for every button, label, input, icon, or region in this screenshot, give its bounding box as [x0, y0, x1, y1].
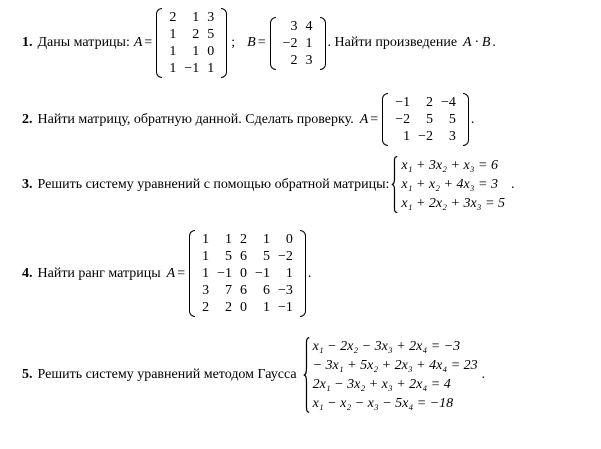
matrix-cell: −2: [418, 129, 434, 144]
matrix-cell: 1: [285, 266, 293, 281]
task-1-product: A · B: [463, 35, 491, 50]
equals-sign: =: [257, 35, 266, 50]
task-2-number: 2.: [22, 111, 33, 127]
task-5-end: .: [481, 367, 486, 382]
matrix-cell: 6: [262, 283, 270, 298]
matrix-cell: 1: [202, 232, 210, 247]
task-5-system: [303, 337, 478, 413]
task-5-number: 5.: [22, 367, 33, 382]
matrix-cell: 0: [240, 266, 248, 281]
task-3-end: .: [511, 176, 515, 192]
task-5: [22, 337, 485, 413]
matrix-cells: [195, 230, 300, 317]
equation: x₁ − 2x₂ − 3x₃ + 2x₄ = −3: [312, 339, 461, 354]
task-1-matrix-b-name: B: [247, 35, 256, 50]
equals-sign: =: [144, 35, 153, 50]
equals-sign: =: [370, 111, 379, 127]
task-2-end: .: [470, 111, 475, 127]
right-paren: [221, 8, 227, 78]
task-4-matrix-name: A: [166, 265, 176, 281]
matrix-cell: 5: [448, 112, 456, 127]
matrix-cell: −2: [282, 35, 298, 51]
task-2-matrix: [382, 93, 469, 146]
task-1: [22, 8, 496, 78]
matrix-cell: −1: [184, 61, 200, 76]
matrix-cell: 1: [207, 61, 215, 76]
task-3-number: 3.: [22, 176, 33, 192]
equation: 2x₁ − 3x₂ + x₃ + 2x₄ = 4: [312, 377, 451, 392]
equation: x₁ + 3x₂ + x₃ = 6: [401, 158, 498, 173]
matrix-cell: 3: [202, 283, 210, 298]
matrix-cells: [388, 93, 463, 146]
equals-sign: =: [177, 265, 186, 281]
task-1-text: Даны матрицы:: [37, 35, 130, 50]
equations: [398, 156, 505, 213]
task-3-system: [391, 156, 505, 213]
matrix-cell: 1: [403, 129, 411, 144]
matrix-cell: 3: [305, 52, 313, 68]
equation: x₁ − x₂ − x₃ − 5x₄ = −18: [312, 396, 454, 411]
matrix-cell: 2: [290, 52, 298, 68]
matrix-cell: −1: [217, 266, 233, 281]
task-1-matrix-b: [270, 17, 326, 70]
task-4-matrix: [189, 230, 306, 317]
right-paren: [463, 93, 469, 146]
matrix-cell: 5: [225, 249, 233, 264]
equation: x₁ + x₂ + 4x₃ = 3: [401, 177, 498, 192]
matrix-cell: −1: [395, 95, 411, 110]
right-paren: [320, 17, 326, 70]
matrix-cell: 2: [192, 27, 200, 42]
matrix-cell: 2: [169, 10, 177, 25]
matrix-cell: 1: [169, 44, 177, 59]
task-1-separator: ;: [231, 35, 236, 50]
matrix-cell: 7: [225, 283, 233, 298]
equations: [310, 337, 478, 413]
matrix-cell: 5: [426, 112, 434, 127]
task-4: [22, 230, 311, 317]
matrix-cell: 5: [262, 249, 270, 264]
matrix-cell: 1: [169, 61, 177, 76]
matrix-cell: −2: [277, 249, 293, 264]
matrix-cells: [276, 17, 320, 70]
matrix-cell: 1: [192, 10, 200, 25]
task-4-text: Найти ранг матрицы: [37, 265, 161, 281]
matrix-cell: 3: [207, 10, 215, 25]
left-brace-icon: [391, 156, 398, 213]
task-5-text: Решить систему уравнений методом Гаусса: [37, 367, 297, 382]
matrix-cell: 3: [448, 129, 456, 144]
equation: x₁ + 2x₂ + 3x₃ = 5: [401, 196, 505, 211]
task-1-matrix-a-name: A: [133, 35, 143, 50]
matrix-cell: 1: [225, 232, 233, 247]
matrix-cell: 1: [202, 266, 210, 281]
matrix-cell: 1: [192, 44, 200, 59]
matrix-cell: 2: [202, 300, 210, 315]
task-4-number: 4.: [22, 265, 33, 281]
matrix-cell: 1: [262, 232, 270, 247]
matrix-cells: [162, 8, 221, 78]
matrix-cell: −1: [277, 300, 293, 315]
matrix-cell: −2: [395, 112, 411, 127]
task-1-number: 1.: [22, 35, 33, 50]
equation: − 3x₁ + 5x₂ + 2x₃ + 4x₄ = 23: [312, 358, 478, 373]
task-3: [22, 156, 515, 213]
task-2: [22, 93, 474, 146]
task-1-end: .: [492, 35, 496, 50]
matrix-cell: −3: [277, 283, 293, 298]
right-paren: [300, 230, 306, 317]
task-4-end: .: [307, 265, 312, 281]
matrix-cell: −4: [441, 95, 456, 110]
matrix-cell: 1: [202, 249, 210, 264]
matrix-cell: 4: [305, 18, 313, 34]
matrix-cell: 0: [207, 44, 215, 59]
task-2-matrix-name: A: [359, 111, 369, 127]
task-1-tail: . Найти произведение: [327, 35, 458, 50]
matrix-cell: 2: [240, 232, 248, 247]
matrix-cell: 5: [207, 27, 215, 42]
matrix-cell: 3: [290, 18, 298, 34]
task-1-matrix-a: [156, 8, 227, 78]
matrix-cell: −1: [255, 266, 270, 281]
matrix-cell: 0: [240, 300, 248, 315]
matrix-cell: 2: [426, 95, 434, 110]
task-2-text: Найти матрицу, обратную данной. Сделать проверку.: [37, 111, 354, 127]
matrix-cell: 2: [225, 300, 233, 315]
matrix-cell: 6: [240, 249, 248, 264]
matrix-cell: 1: [169, 27, 177, 42]
left-brace-icon: [303, 337, 310, 413]
matrix-cell: 0: [285, 232, 293, 247]
matrix-cell: 6: [240, 283, 248, 298]
matrix-cell: 1: [305, 35, 313, 51]
matrix-cell: 1: [262, 300, 270, 315]
task-3-text: Решить систему уравнений с помощью обратной матрицы:: [37, 176, 390, 192]
